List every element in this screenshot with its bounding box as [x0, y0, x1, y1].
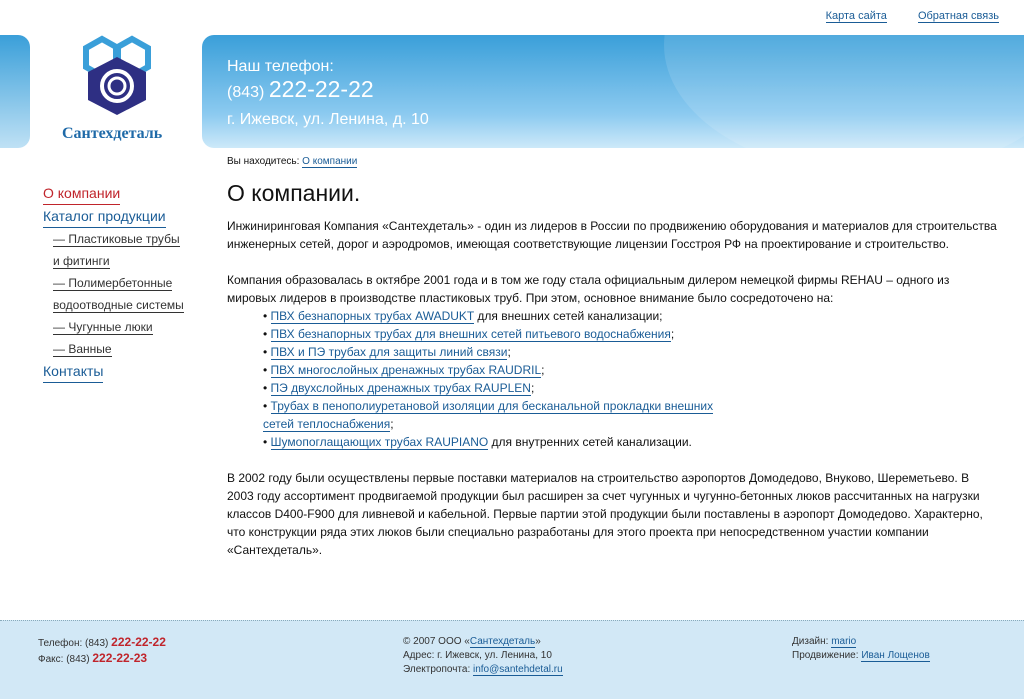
phone-code: (843) [227, 84, 265, 101]
top-links [798, 10, 999, 22]
sidebar-nav [43, 182, 213, 383]
product-link[interactable]: ПВХ безнапорных трубах AWADUKT [270, 309, 475, 323]
footer-copyright-suffix: » [535, 636, 541, 647]
footer-promo-label: Продвижение: [792, 650, 859, 661]
footer-copyright-prefix: © 2007 ООО « [403, 636, 470, 647]
list-item-tail: для внутренних сетей канализации. [488, 435, 692, 449]
footer-credits [792, 635, 930, 663]
logo-area [0, 35, 196, 148]
footer-design-link[interactable]: mario [831, 636, 857, 647]
list-item [263, 361, 997, 379]
sidebar-item-contacts[interactable]: Контакты [43, 360, 103, 383]
product-list [263, 307, 997, 451]
sidebar-subitem-plastic-pipes [53, 228, 213, 272]
phone-number: 222-22-22 [268, 76, 374, 102]
footer-phone-number: 222-22-22 [111, 635, 166, 649]
footer-address: Адрес: г. Ижевск, ул. Ленина, 10 [403, 650, 552, 661]
sitemap-link[interactable]: Карта сайта [825, 10, 887, 22]
sidebar-item-about[interactable]: О компании [43, 182, 120, 205]
breadcrumb [227, 156, 357, 167]
list-item [263, 307, 997, 325]
list-item [263, 397, 723, 433]
header-address: г. Ижевск, ул. Ленина, д. 10 [227, 111, 429, 128]
list-item [263, 343, 997, 361]
sidebar-item-catalog[interactable]: Каталог продукции [43, 205, 166, 228]
feedback-link[interactable]: Обратная связь [917, 10, 999, 22]
product-link[interactable]: Трубах в пенополиуретановой изоляции для бесканальной прокладки внешних сетей теплоснабжения [263, 399, 714, 431]
phone-label: Наш телефон: [227, 58, 334, 75]
breadcrumb-prefix: Вы находитесь: [227, 156, 300, 167]
list-item-tail: ; [507, 345, 511, 359]
product-link[interactable]: ПЭ двухслойных дренажных трубах RAUPLEN [270, 381, 531, 395]
sidebar-subitem-polymer-concrete-line2[interactable]: водоотводные системы [53, 298, 184, 312]
footer-email-label: Электропочта: [403, 664, 471, 675]
list-item-tail: ; [670, 327, 675, 341]
footer-design-label: Дизайн: [792, 636, 829, 647]
footer-email-link[interactable]: info@santehdetal.ru [473, 664, 563, 675]
list-item-tail: ; [530, 381, 535, 395]
header-banner [202, 35, 1024, 148]
footer [0, 620, 1024, 699]
sidebar-subitem-cast-iron-hatches[interactable]: — Чугунные люки [53, 320, 153, 334]
breadcrumb-current-link[interactable]: О компании [302, 156, 358, 167]
footer-promo-link[interactable]: Иван Лощенов [861, 650, 930, 661]
footer-company [403, 635, 563, 677]
list-item [263, 325, 997, 343]
list-item-tail: ; [390, 417, 394, 431]
footer-company-link[interactable]: Сантехдеталь [469, 636, 536, 647]
logo-left-decoration [0, 35, 30, 148]
phone-line [227, 77, 1024, 105]
list-item-tail: для внешних сетей канализации; [474, 309, 663, 323]
product-link[interactable]: ПВХ многослойных дренажных трубах RAUDRIL [270, 363, 542, 377]
list-item [263, 433, 997, 451]
sidebar-subitem-baths[interactable]: — Ванные [53, 342, 112, 356]
list-item-tail: ; [541, 363, 545, 377]
intro-paragraph: Инжиниринговая Компания «Сантехдеталь» - один из лидеров в России по продвижению оборудования и материалов для строительства инженерных сетей, дорог и аэродромов, имеющая соответствующие лицензии Госстроя РФ на проектирование и строительство. [227, 219, 997, 251]
product-link[interactable]: ПВХ безнапорных трубах для внешних сетей питьевого водоснабжения [270, 327, 671, 341]
page-title: О компании. [227, 180, 361, 206]
main-content [227, 180, 997, 577]
list-item [263, 379, 997, 397]
logo-text: Сантехдеталь [62, 125, 163, 142]
logo-icon[interactable] [80, 35, 160, 117]
footer-fax-label: Факс: (843) [38, 654, 90, 665]
sidebar-subitem-polymer-concrete-line1[interactable]: — Полимербетонные [53, 276, 173, 290]
sidebar-subitem-plastic-pipes-line1[interactable]: — Пластиковые трубы [53, 232, 180, 246]
history-paragraph: Компания образовалась в октябре 2001 года и в том же году стала официальным дилером немецкой фирмы REHAU – одного из мировых лидеров в производстве пластиковых труб. При этом, основное внимание было сосредоточено на: [227, 273, 950, 305]
footer-phone-label: Телефон: (843) [38, 638, 109, 649]
sidebar-subitem-plastic-pipes-line2[interactable]: и фитинги [53, 254, 110, 268]
product-link[interactable]: Шумопоглащающих трубах RAUPIANO [270, 435, 489, 449]
product-link[interactable]: ПВХ и ПЭ трубах для защиты линий связи [270, 345, 508, 359]
airports-paragraph: В 2002 году были осуществлены первые поставки материалов на строительство аэропортов Домодедово, Внуково, Шереметьево. В 2003 году ассортимент продвигаемой продукции был расширен за счет чугунных и чугунно-бетонных люков рассчитанных на нагрузки классов D400-F900 для ливневой и кабельной. Первые партии этой продукции были поставлены в аэропорт Домодедово. Характерно, что конструкции ряда этих люков были специально разработаны для этого проекта при непосредственном участии компании «Сантехдеталь». [227, 471, 983, 557]
footer-contacts [38, 635, 166, 667]
sidebar-subitem-polymer-concrete [53, 272, 213, 316]
footer-fax-number: 222-22-23 [92, 651, 148, 665]
